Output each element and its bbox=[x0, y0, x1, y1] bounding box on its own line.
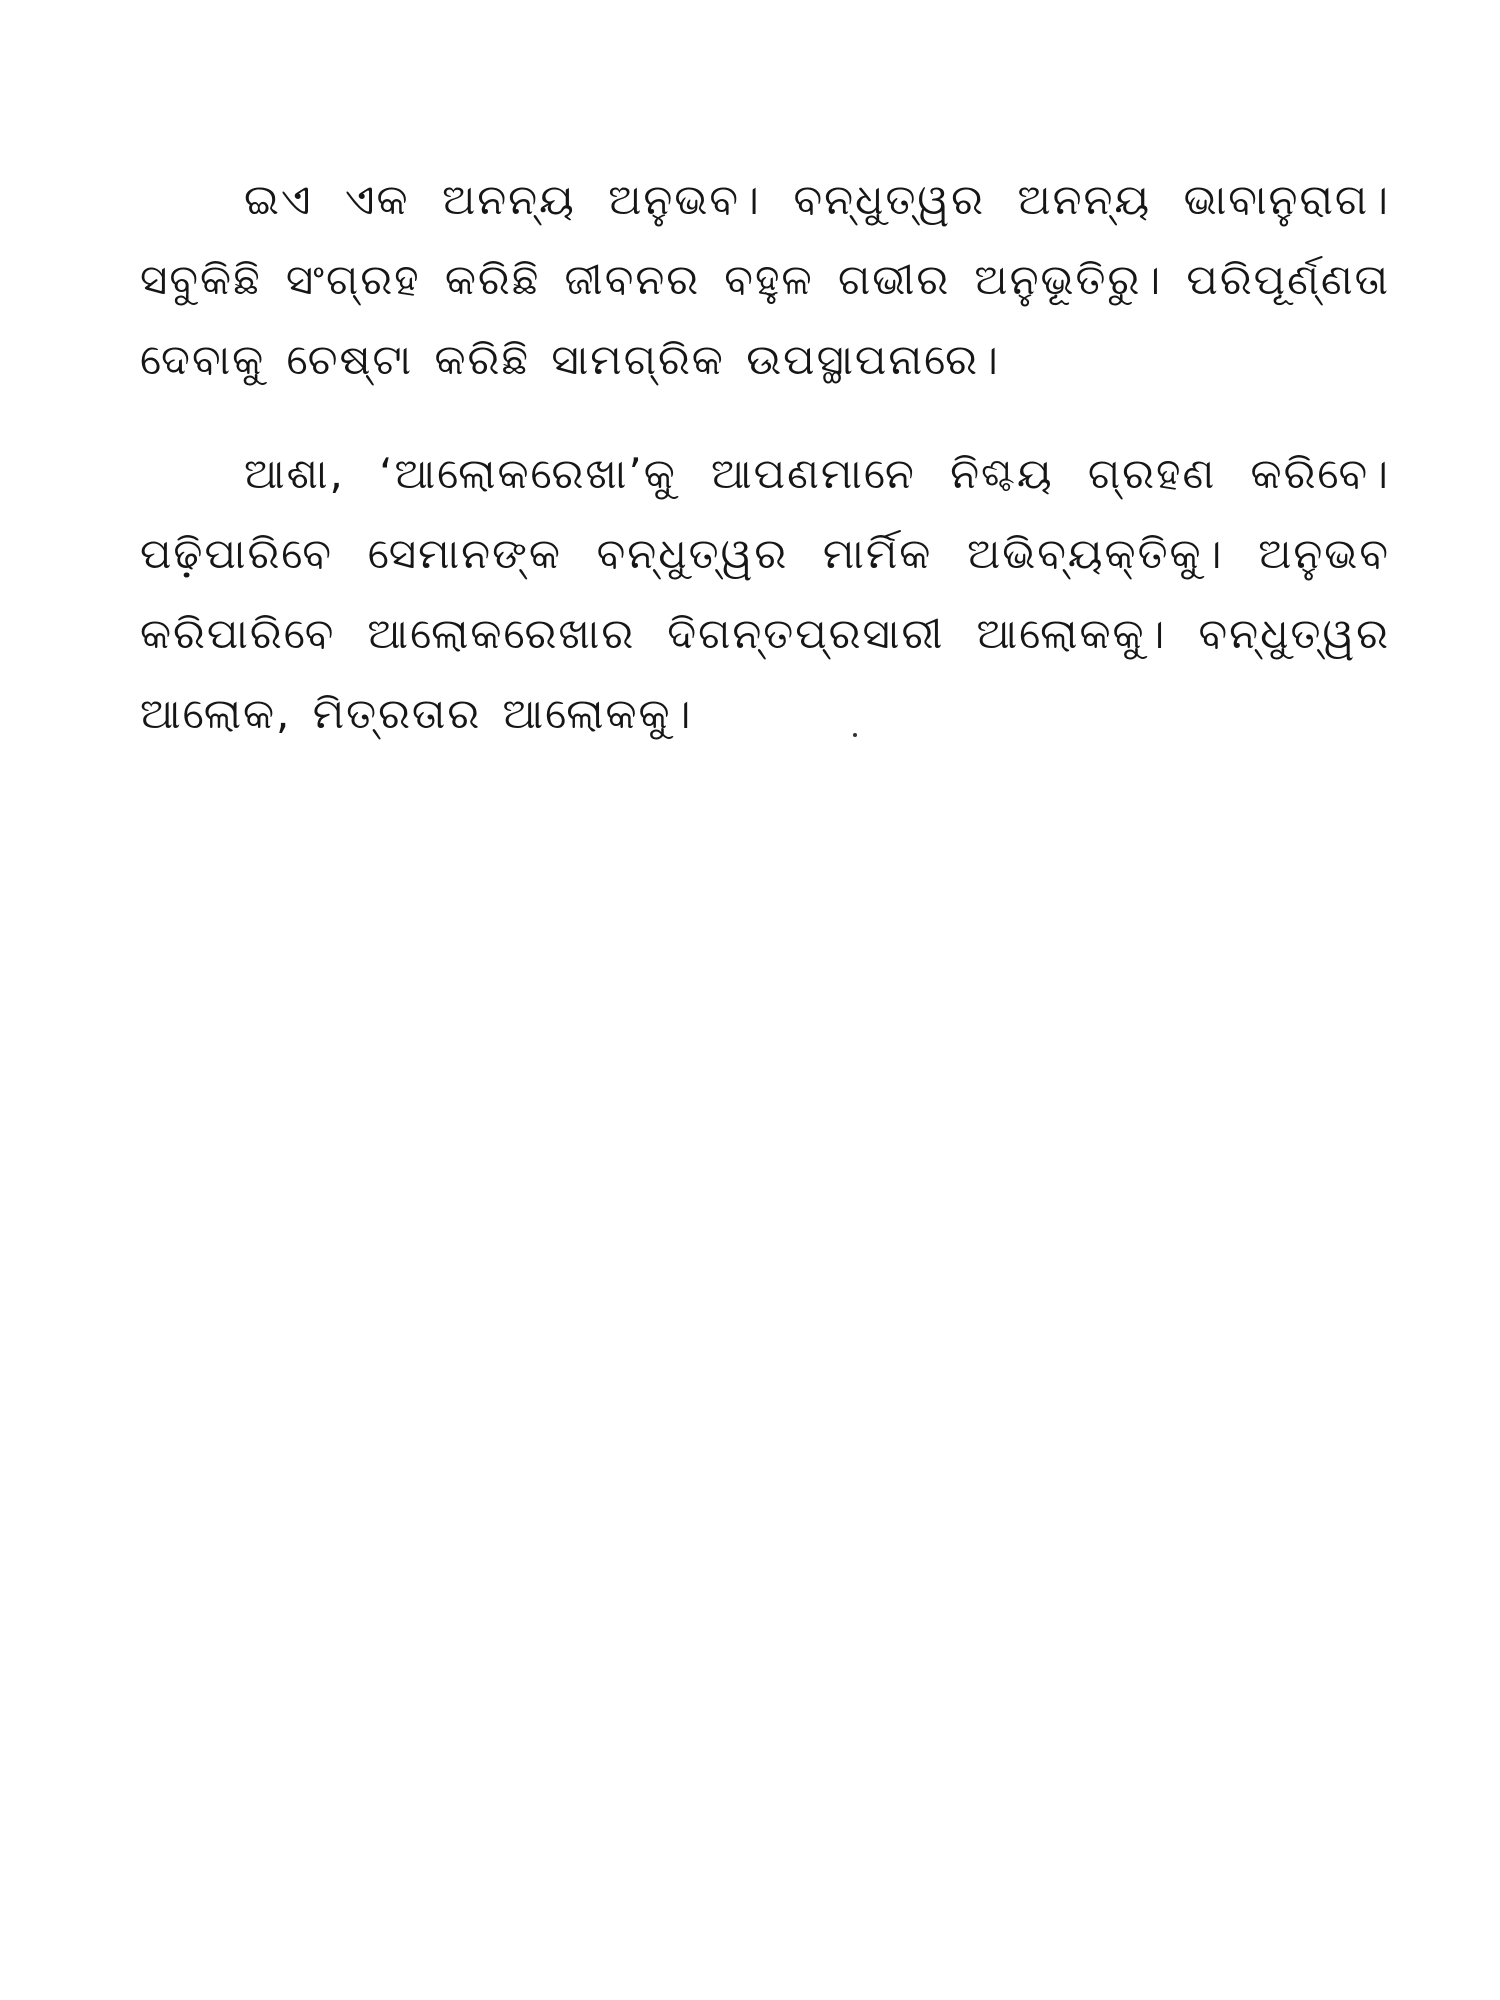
paragraph-2: ଆଶା, ‘ଆଲୋକରେଖା’କୁ ଆପଣମାନେ ନିଶ୍ଚୟ ଗ୍ରହଣ କରିବେ। ପଢ଼ିପାରିବେ ସେମାନଙ୍କ ବନ୍ଧୁତ୍ୱର ମାର୍ମିକ ଅଭିବ୍ୟକ୍ତିକୁ। ଅନୁଭବ କରିପାରିବେ ଆଲୋକରେଖାର ଦିଗନ୍ତପ୍ରସାରୀ ଆଲୋକକୁ। ବନ୍ଧୁତ୍ୱର ଆଲୋକ, ମିତ୍ରତାର ଆଲୋକକୁ। bbox=[140, 449, 1390, 738]
stray-mark bbox=[853, 733, 857, 737]
paragraph-1: ଇଏ ଏକ ଅନନ୍ୟ ଅନୁଭବ। ବନ୍ଧୁତ୍ୱର ଅନନ୍ୟ ଭାବାନୁରାଗ। ସବୁକିଛି ସଂଗ୍ରହ କରିଛି ଜୀବନର ବହୁଳ ଗଭୀର ଅନୁଭୂତିରୁ। ପରିପୂର୍ଣ୍ଣତା ଦେବାକୁ ଚେଷ୍ଟା କରିଛି ସାମଗ୍ରିକ ଉପସ୍ଥାପନାରେ। bbox=[140, 175, 1390, 384]
body-text bbox=[140, 160, 1390, 754]
